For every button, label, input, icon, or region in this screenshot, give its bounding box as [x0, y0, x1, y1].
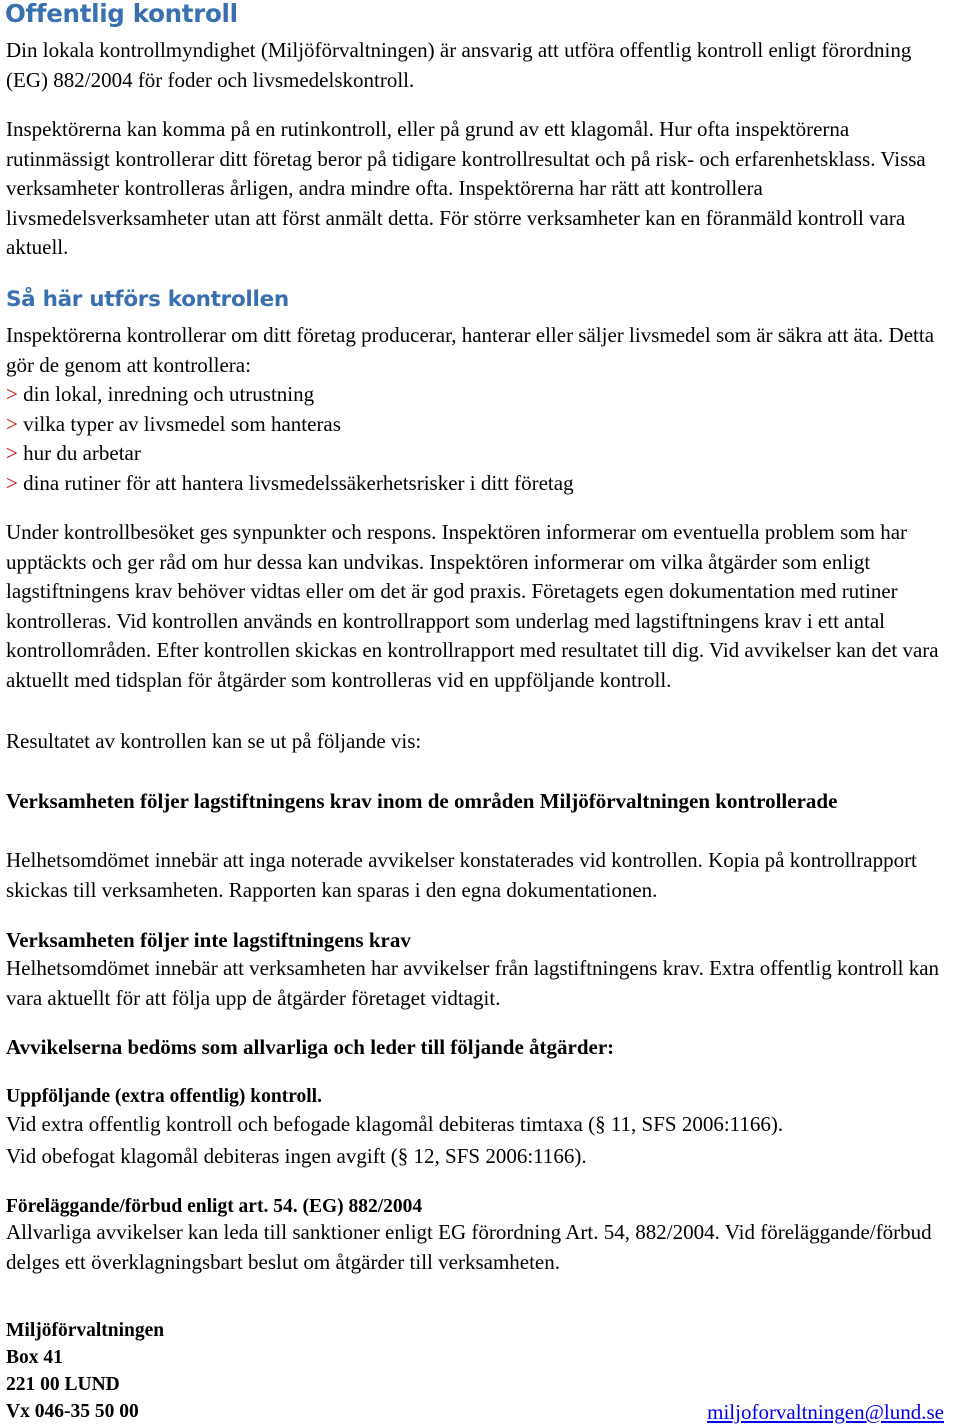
- intro-paragraph: Din lokala kontrollmyndighet (Miljöförvaltningen) är ansvarig att utföra offentlig kontroll enligt förordning (EG) 882/2004 för foder och livsmedelskontroll.: [6, 38, 912, 92]
- contact-postal: 221 00 LUND: [6, 1374, 120, 1395]
- page-title: Offentlig kontroll: [5, 0, 238, 28]
- inspection-paragraph: Inspektörerna kan komma på en rutinkontroll, eller på grund av ett klagomål. Hur ofta inspektörerna rutinmässigt kontrollerar ditt företag beror på tidigare kontrollresultat och på risk- och erfarenhetsklass. Vissa verksamheter kontrolleras årligen, andra mindre ofta. Inspektörerna har rätt att kontrollera livsmedelsverksamheter utan att först anmält detta. För större verksamheter kan en föranmäld kontroll vara aktuell.: [6, 117, 926, 259]
- list-item: > din lokal, inredning och utrustning: [6, 382, 315, 406]
- injunction-text: Allvarliga avvikelser kan leda till sanktioner enligt EG förordning Art. 54, 882/2004. Vid föreläggande/förbud delges ett överklagningsbart beslut om åtgärder till verksamheten.: [6, 1220, 932, 1274]
- outcome-compliant-text: Helhetsomdömet innebär att inga noterade avvikelser konstaterades vid kontrollen. Kopia på kontrollrapport skickas till verksamheten. Rapporten kan sparas i den egna dokumentationen.: [6, 848, 917, 902]
- outcome-noncompliant-text: Helhetsomdömet innebär att verksamheten har avvikelser från lagstiftningens krav. Extra offentlig kontroll kan vara aktuellt för att följa upp de åtgärder företaget vidtagit.: [6, 956, 940, 1010]
- contact-email-link[interactable]: miljoforvaltningen@lund.se: [707, 1400, 944, 1424]
- followup-line-2: Vid obefogat klagomål debiteras ingen avgift (§ 12, SFS 2006:1166).: [6, 1144, 587, 1168]
- contact-box: Box 41: [6, 1347, 63, 1368]
- contact-org: Miljöförvaltningen: [6, 1320, 165, 1341]
- list-item: > hur du arbetar: [6, 441, 141, 465]
- section-heading-control: Så här utförs kontrollen: [6, 287, 289, 312]
- followup-line-1: Vid extra offentlig kontroll och befogade klagomål debiteras timtaxa (§ 11, SFS 2006:1166).: [6, 1112, 784, 1136]
- outcome-noncompliant-heading: Verksamheten följer inte lagstiftningens krav: [6, 928, 411, 952]
- checklist: [6, 380, 956, 498]
- bullet-marker: >: [6, 411, 18, 436]
- contact-block: [6, 1317, 406, 1425]
- followup-heading: Uppföljande (extra offentlig) kontroll.: [6, 1086, 322, 1107]
- visit-paragraph: Under kontrollbesöket ges synpunkter och respons. Inspektören informerar om eventuella problem som har upptäckts och ger råd om hur dessa kan undvikas. Inspektören informerar om vilka åtgärder som enligt lagstiftningens krav behöver vidtas eller om det är god praxis. Företagets egen dokumentation med rutiner kontrolleras. Vid kontrollen används en kontrollrapport som underlag med lagstiftningens krav i ett antal kontrollområden. Efter kontrollen skickas en kontrollrapport med resultatet till dig. Vid avvikelser kan det vara aktuellt med tidsplan för åtgärder som kontrolleras vid en uppföljande kontroll.: [6, 520, 939, 692]
- result-intro: Resultatet av kontrollen kan se ut på följande vis:: [6, 729, 422, 753]
- outcome-compliant-heading: Verksamheten följer lagstiftningens krav inom de områden Miljöförvaltningen kontrollerade: [6, 789, 838, 813]
- injunction-heading: Föreläggande/förbud enligt art. 54. (EG) 882/2004: [6, 1196, 423, 1217]
- list-item: > vilka typer av livsmedel som hanteras: [6, 411, 341, 436]
- list-item: > dina rutiner för att hantera livsmedelssäkerhetsrisker i ditt företag: [6, 470, 574, 495]
- section-intro-paragraph: Inspektörerna kontrollerar om ditt företag producerar, hanterar eller säljer livsmedel som är säkra att äta. Detta gör de genom att kontrollera:: [6, 323, 935, 377]
- serious-deviations-heading: Avvikelserna bedöms som allvarliga och leder till följande åtgärder:: [6, 1035, 615, 1059]
- bullet-marker: >: [6, 441, 18, 465]
- contact-phone: Vx 046-35 50 00: [6, 1401, 139, 1422]
- bullet-marker: >: [6, 382, 18, 406]
- bullet-marker: >: [6, 470, 18, 495]
